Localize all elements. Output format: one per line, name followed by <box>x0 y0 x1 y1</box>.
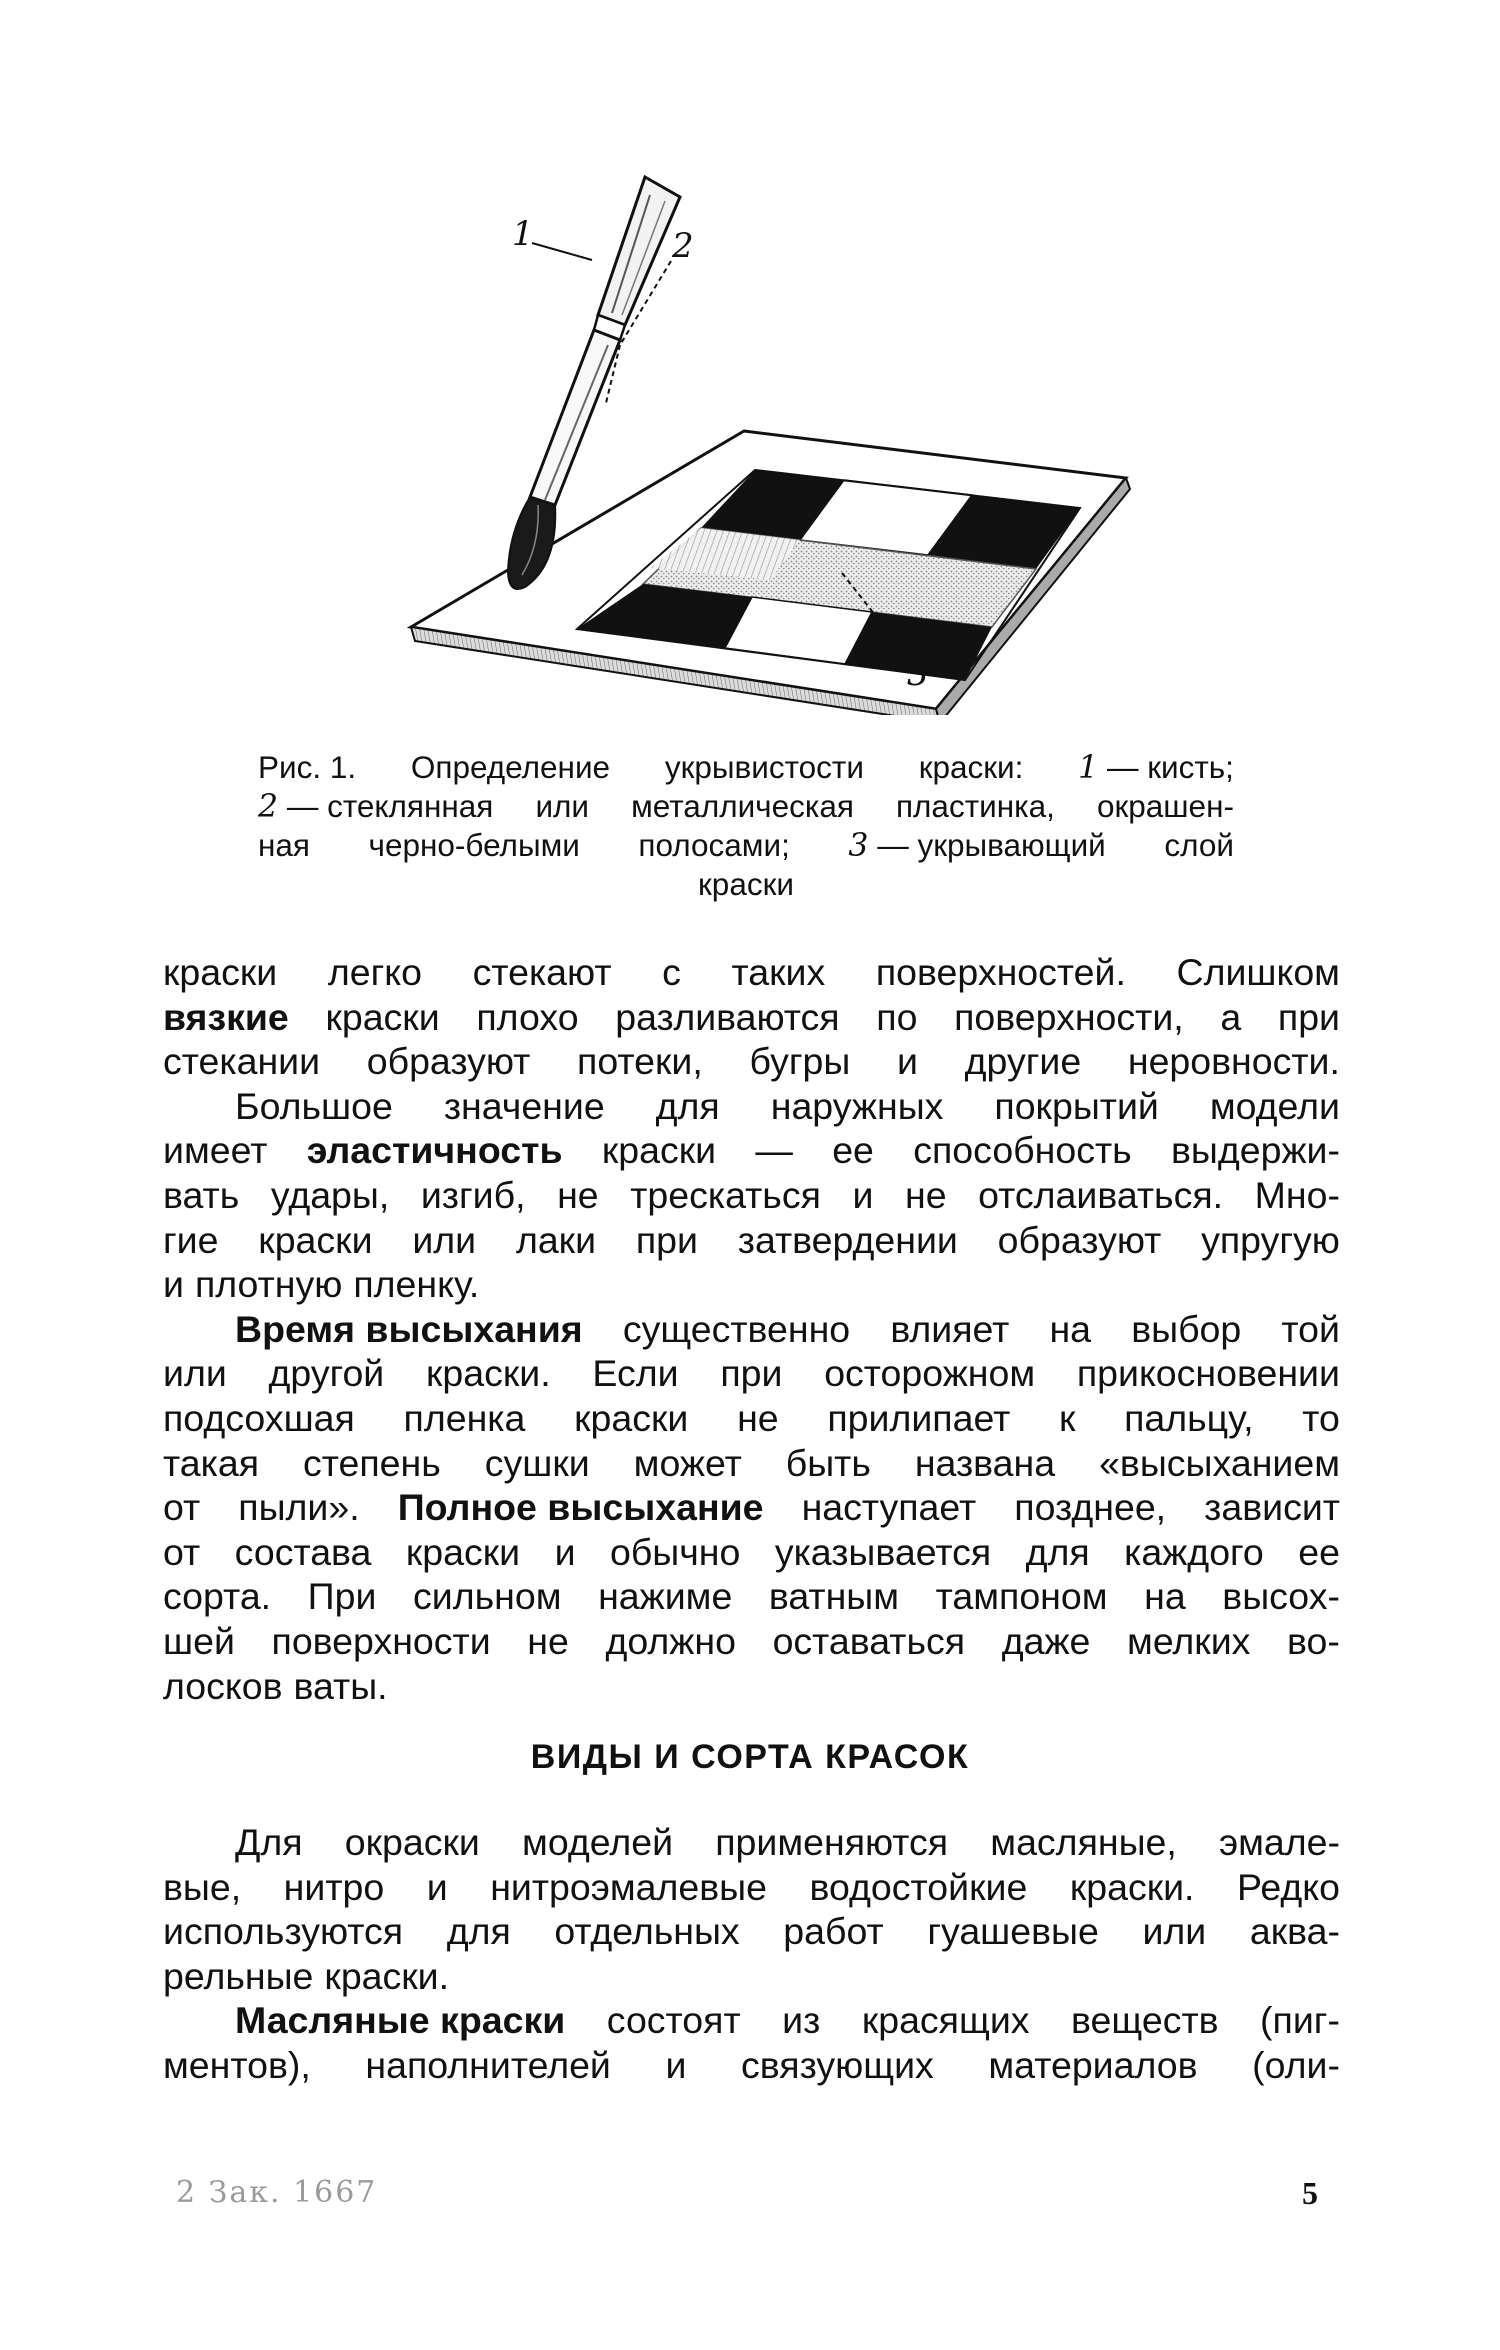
text-line: вые, нитро и нитроэмалевые водостойкие краски. Редко <box>163 1865 1340 1908</box>
figure-brush-on-plate <box>380 175 1160 715</box>
figure-caption <box>258 748 1234 903</box>
text-line: вать удары, изгиб, не трескаться и не отслаиваться. Мно- <box>163 1173 1340 1216</box>
text-line: краски легко стекают с таких поверхностей. Слишком <box>163 951 1340 993</box>
text-line: гие краски или лаки при затвердении образуют упругую <box>163 1218 1340 1261</box>
text-line: вязкие краски плохо разливаются по поверхности, а при <box>163 995 1340 1038</box>
figure-label-1: 1 <box>512 214 534 254</box>
page-number: 5 <box>1302 2175 1318 2211</box>
text-line: Для окраски моделей применяются масляные, эмале- <box>235 1821 1340 1863</box>
printer-signature: 2 Зак. 1667 <box>176 2175 378 2210</box>
body-text <box>163 950 1340 1708</box>
caption-line: краски <box>698 866 794 902</box>
text-line: от пыли». Полное высыхание наступает позднее, зависит <box>163 1486 1340 1529</box>
brush-plate-illustration <box>380 175 1160 715</box>
figure-label-3: 3 <box>907 654 929 694</box>
text-line: сорта. При сильном нажиме ватным тампоном на высох- <box>163 1575 1340 1618</box>
text-line: рельные краски. <box>163 1954 450 1997</box>
text-line: такая степень сушки может быть названа «высыханием <box>163 1441 1340 1484</box>
caption-line: ная черно-белыми полосами; 3 — укрывающий слой <box>258 827 1234 864</box>
text-line: имеет эластичность краски — ее способность выдержи- <box>163 1129 1340 1172</box>
text-line: и плотную пленку. <box>163 1263 480 1306</box>
text-line: от состава краски и обычно указывается для каждого ее <box>163 1530 1340 1573</box>
text-line: шей поверхности не должно оставаться даже мелких во- <box>163 1619 1340 1662</box>
text-line: используются для отдельных работ гуашевые или аква- <box>163 1910 1340 1953</box>
text-line: Масляные краски состоят из красящих веществ (пиг- <box>235 1999 1340 2042</box>
text-line: лосков ваты. <box>163 1664 388 1707</box>
text-line: подсохшая пленка краски не прилипает к пальцу, то <box>163 1396 1340 1439</box>
text-line: или другой краски. Если при осторожном прикосновении <box>163 1352 1340 1395</box>
figure-label-2: 2 <box>672 226 694 266</box>
text-line: Большое значение для наружных покрытий модели <box>235 1084 1340 1127</box>
text-line: Время высыхания существенно влияет на выбор той <box>235 1307 1340 1350</box>
body-text <box>163 1820 1340 2088</box>
section-heading: ВИДЫ И СОРТА КРАСОК <box>530 1738 970 1776</box>
caption-line: 2 — стеклянная или металлическая пластинка, окрашен- <box>258 788 1234 825</box>
caption-line: Рис. 1. Определение укрывистости краски: 1 — кисть; <box>258 749 1234 786</box>
text-line: ментов), наполнителей и связующих материалов (оли- <box>163 2043 1340 2086</box>
text-line: стекании образуют потеки, бугры и другие неровности. <box>163 1040 1340 1083</box>
